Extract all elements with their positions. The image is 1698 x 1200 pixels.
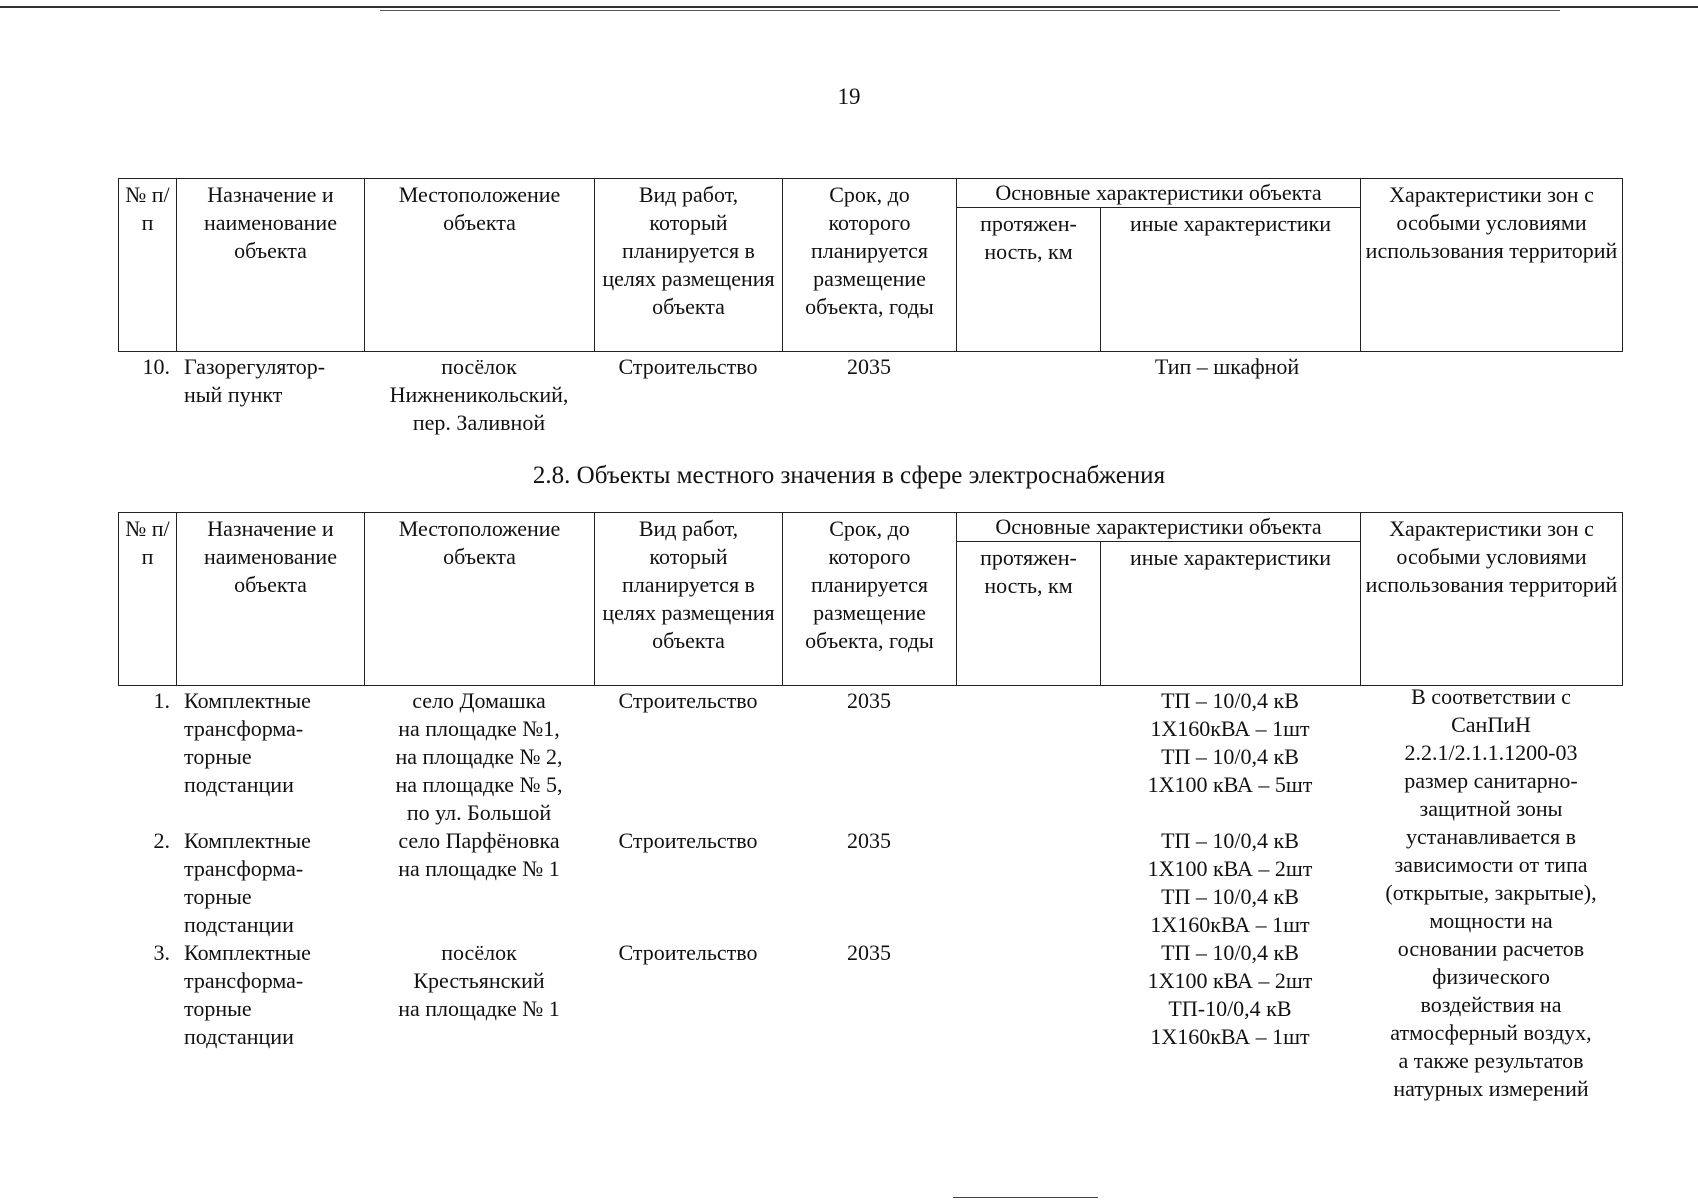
row-num: 1. bbox=[153, 688, 170, 713]
header-work: Вид работ, который планируется в целях размещения объекта bbox=[595, 513, 783, 686]
header-main-characteristics: Основные характеристики объекта bbox=[957, 513, 1361, 542]
header-name: Назначение и наименование объекта bbox=[177, 513, 365, 686]
row-work: Строительство bbox=[618, 688, 758, 713]
header-zones: Характеристики зон с особыми условиями использования территорий bbox=[1361, 513, 1623, 686]
row-year: 2035 bbox=[847, 354, 891, 379]
header-num: № п/п bbox=[119, 179, 177, 352]
header-term: Срок, до которого планируется размещение объекта, годы bbox=[783, 179, 957, 352]
row-work: Строительство bbox=[618, 940, 758, 965]
row-year: 2035 bbox=[847, 688, 891, 713]
table-header-power bbox=[118, 512, 1623, 686]
header-other: иные характеристики bbox=[1101, 208, 1361, 352]
row-num: 3. bbox=[153, 940, 170, 965]
header-length: протяжен-ность, км bbox=[957, 208, 1101, 352]
row-location: село Домашка на площадке №1, на площадке № 2, на площадке № 5, по ул. Большой bbox=[395, 688, 563, 825]
header-term: Срок, до которого планируется размещение объекта, годы bbox=[783, 513, 957, 686]
row-name: Комплектные трансформа- торные подстанции bbox=[184, 828, 311, 937]
row-num: 2. bbox=[153, 828, 170, 853]
header-work: Вид работ, который планируется в целях размещения объекта bbox=[595, 179, 783, 352]
row-location: посёлок Нижненикольский, пер. Заливной bbox=[389, 354, 569, 435]
header-num: № п/п bbox=[119, 513, 177, 686]
row-other: ТП – 10/0,4 кВ 1Х100 кВА – 2шт ТП – 10/0,4 кВ 1Х160кВА – 1шт bbox=[1147, 828, 1313, 937]
header-main-characteristics: Основные характеристики объекта bbox=[957, 179, 1361, 208]
header-other: иные характеристики bbox=[1101, 542, 1361, 686]
header-length: протяжен-ность, км bbox=[957, 542, 1101, 686]
bottom-rule bbox=[953, 1197, 1098, 1198]
row-other: ТП – 10/0,4 кВ 1Х160кВА – 1шт ТП – 10/0,4 кВ 1Х100 кВА – 5шт bbox=[1147, 688, 1313, 797]
row-name: Комплектные трансформа- торные подстанции bbox=[184, 688, 311, 797]
top-border-line-inner bbox=[380, 10, 1560, 11]
row-location: село Парфёновка на площадке № 1 bbox=[398, 828, 560, 881]
row-num: 10. bbox=[142, 354, 170, 379]
top-border-line bbox=[0, 6, 1698, 8]
header-name: Назначение и наименование объекта bbox=[177, 179, 365, 352]
row-name: Комплектные трансформа- торные подстанции bbox=[184, 940, 311, 1049]
header-zones: Характеристики зон с особыми условиями использования территорий bbox=[1361, 179, 1623, 352]
row-other: Тип – шкафной bbox=[1154, 354, 1300, 379]
row-work: Строительство bbox=[618, 354, 758, 379]
row-other: ТП – 10/0,4 кВ 1Х100 кВА – 2шт ТП-10/0,4 кВ 1Х160кВА – 1шт bbox=[1147, 940, 1313, 1049]
row-work: Строительство bbox=[618, 828, 758, 853]
zones-description: В соответствии с СанПиН 2.2.1/2.1.1.1200-03 размер санитарно- защитной зоны устанавливается в зависимости от типа (открытые, закрытые), мощности на основании расчетов физического воздействия на атмосферный воздух, а также результатов натурных измерений bbox=[1385, 684, 1597, 1101]
table-header-gas bbox=[118, 178, 1623, 352]
row-location: посёлок Крестьянский на площадке № 1 bbox=[398, 940, 560, 1021]
section-title: 2.8. Объекты местного значения в сфере электроснабжения bbox=[532, 462, 1166, 489]
header-location: Местоположение объекта bbox=[365, 179, 595, 352]
row-year: 2035 bbox=[847, 940, 891, 965]
page-number: 19 bbox=[837, 84, 861, 109]
row-year: 2035 bbox=[847, 828, 891, 853]
header-location: Местоположение объекта bbox=[365, 513, 595, 686]
row-name: Газорегулятор- ный пункт bbox=[184, 354, 326, 407]
